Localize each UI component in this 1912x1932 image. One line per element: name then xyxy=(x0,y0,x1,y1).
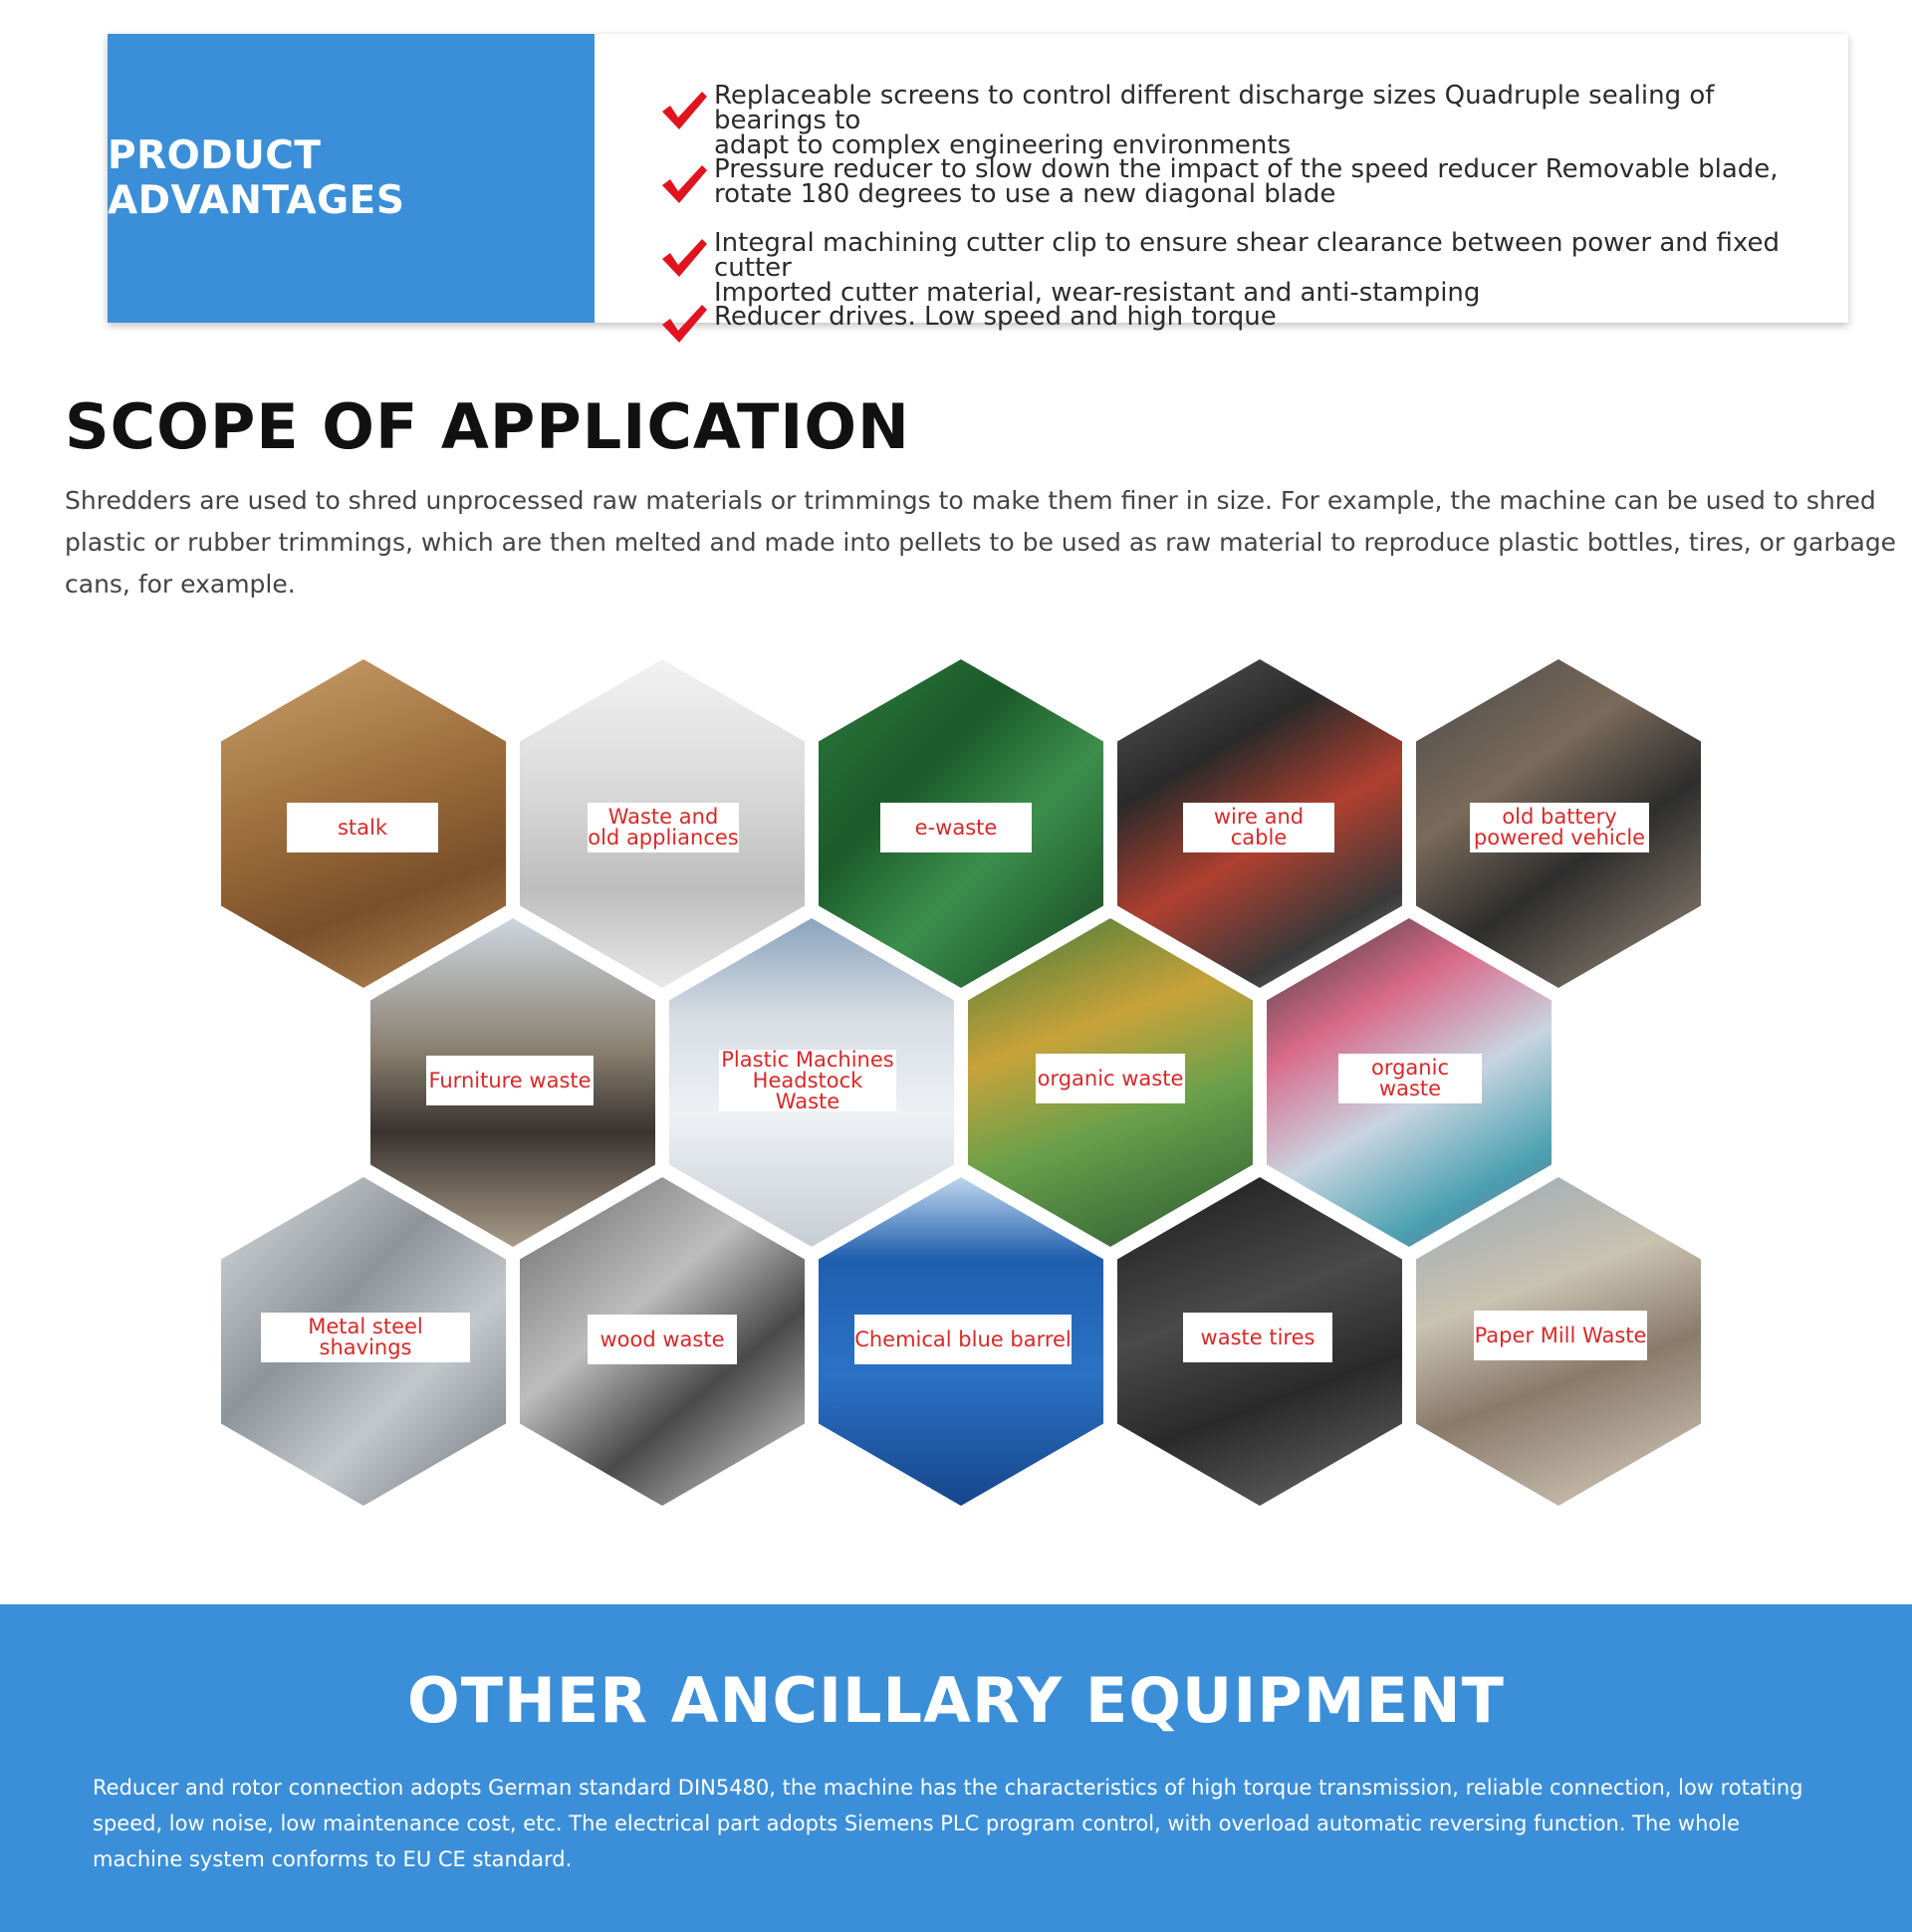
label-waste-tires: waste tires xyxy=(1183,1313,1332,1362)
label-stalk: stalk xyxy=(287,803,438,852)
advantage-text xyxy=(714,154,1829,209)
check-icon xyxy=(660,303,708,345)
advantage-line: Pressure reducer to slow down the impact of the speed reducer Removable blade, xyxy=(714,154,1779,184)
advantage-line: rotate 180 degrees to use a new diagonal blade xyxy=(714,179,1336,209)
label-plastic-headstock: Plastic Machines Headstock Waste xyxy=(719,1050,896,1111)
advantage-text xyxy=(714,302,1829,332)
advantage-line: Imported cutter material, wear-resistant and anti-stamping xyxy=(714,278,1481,308)
label-wood-waste: wood waste xyxy=(588,1315,737,1364)
product-advantages-panel xyxy=(108,34,1848,332)
advantage-line: Integral machining cutter clip to ensure shear clearance between power and fixed cutter xyxy=(714,228,1780,283)
advantage-line: adapt to complex engineering environments xyxy=(714,130,1292,160)
check-icon xyxy=(660,163,708,205)
advantage-line: Replaceable screens to control different discharge sizes Quadruple sealing of bearings to xyxy=(714,81,1715,135)
label-organic-waste-mixed: organic waste xyxy=(1338,1054,1482,1103)
label-paper-mill-waste: Paper Mill Waste xyxy=(1474,1311,1647,1360)
check-icon xyxy=(660,90,708,131)
advantage-text xyxy=(714,81,1829,160)
label-e-waste: e-waste xyxy=(880,803,1032,852)
product-advantages-title: PRODUCT ADVANTAGES xyxy=(108,34,595,323)
other-equipment-title: OTHER ANCILLARY EQUIPMENT xyxy=(407,1664,1505,1737)
label-old-appliances: Waste and old appliances xyxy=(588,803,739,852)
advantage-text xyxy=(714,228,1829,308)
advantage-line: Reducer drives. Low speed and high torque xyxy=(714,302,1277,332)
scope-title: SCOPE OF APPLICATION xyxy=(65,390,910,463)
other-equipment-description: Reducer and rotor connection adopts German standard DIN5480, the machine has the characteristics of high torque transmission, reliable connection, low rotating speed, low noise, low maintenance cost, etc. The electrical part adopts Siemens PLC program control, with overload automatic reversing function. The whole machine system conforms to EU CE standard. xyxy=(93,1776,1803,1871)
label-furniture-waste: Furniture waste xyxy=(426,1056,594,1105)
other-equipment-section xyxy=(0,1604,1912,1932)
label-old-battery-vehicle: old battery powered vehicle xyxy=(1470,803,1649,852)
scope-description: Shredders are used to shred unprocessed raw materials or trimmings to make them finer in size. For example, the machine can be used to shred plastic or rubber trimmings, which are then melted and made into pellets to be used as raw material to reproduce plastic bottles, tires, or garbage cans, for example. xyxy=(65,486,1897,599)
label-wire-and-cable: wire and cable xyxy=(1183,803,1334,852)
label-metal-shavings: Metal steel shavings xyxy=(261,1313,470,1362)
check-icon xyxy=(660,237,708,279)
label-blue-barrel: Chemical blue barrel xyxy=(854,1315,1072,1364)
label-organic-waste: organic waste xyxy=(1036,1054,1185,1103)
